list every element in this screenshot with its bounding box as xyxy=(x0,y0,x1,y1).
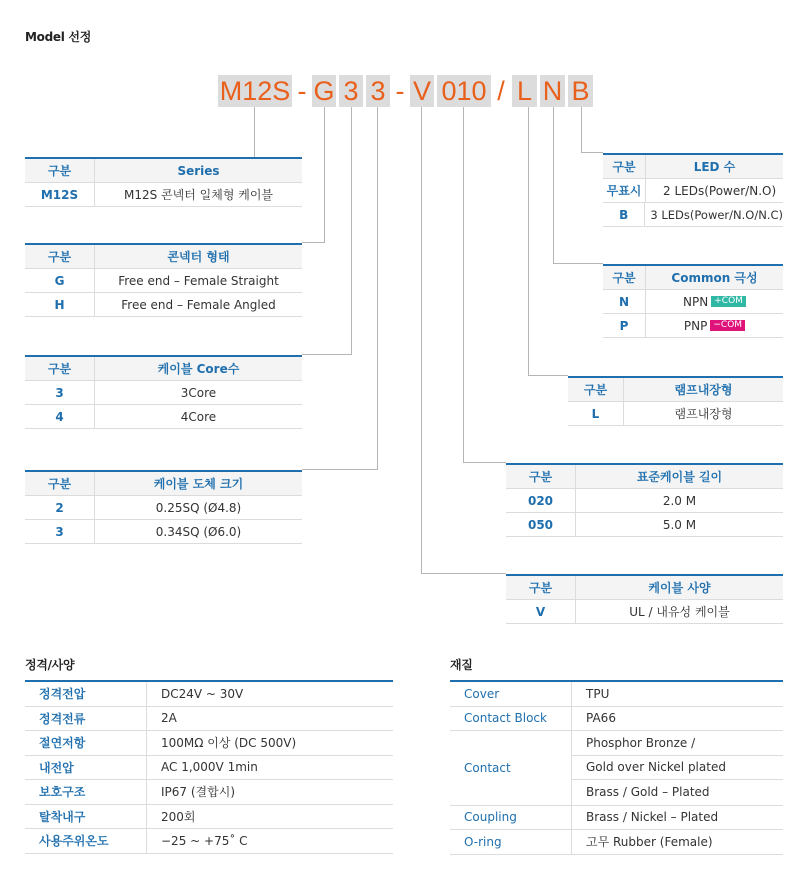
connector-line xyxy=(302,242,325,243)
spec-key: 절연저항 xyxy=(25,731,147,755)
code-cell: N xyxy=(603,290,646,313)
table-row xyxy=(568,402,783,426)
material-key: Cover xyxy=(450,682,572,706)
spec-key: 내전압 xyxy=(25,756,147,780)
header-cell: 구분 xyxy=(25,245,95,268)
connector-line xyxy=(302,469,378,470)
polarity-label: NPN xyxy=(683,294,709,309)
connector-line xyxy=(421,107,422,574)
spec-key: 정격전류 xyxy=(25,707,147,731)
table-row xyxy=(25,183,302,207)
code-dash: - xyxy=(297,76,307,106)
material-value: Gold over Nickel plated xyxy=(572,756,783,781)
table-header xyxy=(25,245,302,269)
value-cell: M12S 콘넥터 일체형 케이블 xyxy=(123,188,273,202)
value-cell: 0.25SQ (Ø4.8) xyxy=(155,500,242,515)
table-row xyxy=(25,496,302,520)
value-cell: 3Core xyxy=(180,385,217,400)
code-series: M12S xyxy=(219,76,291,106)
header-cell: 케이블 Core수 xyxy=(157,362,240,376)
code-connector: G xyxy=(313,76,335,106)
code-cell: 3 xyxy=(25,381,95,404)
material-heading: 재질 xyxy=(450,658,473,672)
connector-line xyxy=(421,573,506,574)
code-cell: V xyxy=(506,600,576,623)
material-value: PA66 xyxy=(586,711,616,726)
value-cell: 2.0 M xyxy=(662,493,697,508)
header-cell: 구분 xyxy=(603,266,646,289)
table-row xyxy=(450,707,783,732)
material-value: Brass / Nickel – Plated xyxy=(586,810,719,825)
material-key: Contact Block xyxy=(450,707,572,731)
header-cell: 구분 xyxy=(506,465,576,488)
spec-key: 탈착내구 xyxy=(25,805,147,829)
code-polarity: N xyxy=(540,75,565,107)
spec-value: −25 ~ +75˚ C xyxy=(161,833,248,848)
connector-line xyxy=(351,107,352,355)
header-cell: 구분 xyxy=(568,378,624,401)
material-key: Contact xyxy=(450,731,572,805)
common-polarity-table xyxy=(603,264,783,338)
table-row xyxy=(25,780,393,805)
connector-line xyxy=(463,462,506,463)
cable-spec-table xyxy=(506,574,783,624)
material-value: Brass / Gold – Plated xyxy=(586,785,710,800)
table-header xyxy=(603,266,783,290)
table-row xyxy=(25,731,393,756)
table-row xyxy=(25,520,302,544)
code-cell: 4 xyxy=(25,405,95,428)
connector-type-table xyxy=(25,243,302,317)
header-cell: 케이블 사양 xyxy=(648,581,711,595)
code-cell: 3 xyxy=(25,520,95,543)
material-value: TPU xyxy=(586,686,610,701)
code-cell: H xyxy=(25,293,95,316)
table-row xyxy=(506,489,783,513)
code-dash: - xyxy=(395,76,405,106)
header-cell: 구분 xyxy=(506,576,576,599)
table-row xyxy=(25,682,393,707)
value-cell: 3 LEDs(Power/N.O/N.C) xyxy=(650,207,783,222)
rating-table xyxy=(25,680,393,854)
table-row xyxy=(603,179,783,203)
value-cell: 램프내장형 xyxy=(674,407,733,421)
code-gauge: 3 xyxy=(366,75,390,107)
connector-line xyxy=(463,107,464,463)
table-row xyxy=(25,405,302,429)
material-value-group xyxy=(572,731,783,805)
code-cell: G xyxy=(25,269,95,292)
code-cell: 무표시 xyxy=(603,179,646,202)
cable-length-table xyxy=(506,463,783,537)
table-row xyxy=(25,269,302,293)
table-header xyxy=(568,378,783,402)
code-cell: L xyxy=(568,402,624,425)
header-cell: 구분 xyxy=(25,159,95,182)
header-cell: 케이블 도체 크기 xyxy=(153,477,244,491)
led-count-table xyxy=(603,153,783,227)
table-header xyxy=(506,465,783,489)
table-row xyxy=(506,600,783,624)
header-cell: Series xyxy=(177,163,220,178)
table-header xyxy=(506,576,783,600)
connector-line xyxy=(377,107,378,470)
spec-value: 200회 xyxy=(161,809,196,824)
plus-com-badge: +COM xyxy=(711,296,746,307)
lamp-table xyxy=(568,376,783,426)
code-led: B xyxy=(568,75,593,107)
connector-line xyxy=(553,263,603,264)
spec-key: 정격전압 xyxy=(25,682,147,706)
code-cell: 2 xyxy=(25,496,95,519)
header-cell: 콘넥터 형태 xyxy=(167,250,230,264)
table-row xyxy=(450,731,783,806)
material-table xyxy=(450,680,783,855)
value-cell: 5.0 M xyxy=(662,517,697,532)
table-row xyxy=(25,805,393,830)
code-core: 3 xyxy=(339,75,363,107)
spec-key: 보호구조 xyxy=(25,780,147,804)
header-cell: LED 수 xyxy=(693,160,736,174)
value-cell xyxy=(646,314,783,337)
model-heading: Model 선정 xyxy=(25,30,91,44)
table-row xyxy=(25,381,302,405)
header-cell: 구분 xyxy=(25,357,95,380)
spec-value: 2A xyxy=(161,711,177,726)
conductor-size-table xyxy=(25,470,302,544)
header-cell: 구분 xyxy=(25,472,95,495)
code-cell: B xyxy=(603,203,645,226)
table-row xyxy=(450,830,783,855)
table-row xyxy=(603,290,783,314)
polarity-label: PNP xyxy=(683,318,708,333)
value-cell: UL / 내유성 케이블 xyxy=(629,605,730,619)
table-row xyxy=(25,293,302,317)
code-cell: 050 xyxy=(506,513,576,536)
connector-line xyxy=(254,107,255,157)
value-cell: 0.34SQ (Ø6.0) xyxy=(155,524,242,539)
material-value: 고무 Rubber (Female) xyxy=(586,835,713,850)
table-header xyxy=(25,357,302,381)
table-header xyxy=(603,155,783,179)
rating-heading: 정격/사양 xyxy=(25,658,75,672)
spec-value: 100MΩ 이상 (DC 500V) xyxy=(161,736,297,751)
code-cell: 020 xyxy=(506,489,576,512)
code-length: 010 xyxy=(437,75,491,107)
table-row xyxy=(603,314,783,338)
table-row xyxy=(25,829,393,854)
minus-com-badge: −COM xyxy=(710,320,745,331)
connector-line xyxy=(581,107,582,153)
value-cell: 2 LEDs(Power/N.O) xyxy=(663,183,777,198)
table-header xyxy=(25,159,302,183)
spec-key: 사용주위온도 xyxy=(25,829,147,853)
code-cell: M12S xyxy=(25,183,95,206)
table-header xyxy=(25,472,302,496)
value-cell xyxy=(646,290,783,313)
header-cell: 구분 xyxy=(603,155,646,178)
value-cell: 4Core xyxy=(180,409,217,424)
material-key: O-ring xyxy=(450,830,572,854)
table-row xyxy=(25,707,393,732)
connector-line xyxy=(553,107,554,264)
material-value: Phosphor Bronze / xyxy=(572,731,783,756)
table-row xyxy=(506,513,783,537)
connector-line xyxy=(302,354,352,355)
code-lamp: L xyxy=(512,75,537,107)
spec-value: DC24V ~ 30V xyxy=(161,686,244,701)
connector-line xyxy=(581,152,603,153)
series-table xyxy=(25,157,302,207)
header-cell: Common 극성 xyxy=(671,271,758,285)
material-key: Coupling xyxy=(450,806,572,830)
table-row xyxy=(603,203,783,227)
code-slash: / xyxy=(497,76,505,106)
header-cell: 표준케이블 길이 xyxy=(636,470,723,484)
code-cable-spec: V xyxy=(410,75,434,107)
spec-value: IP67 (결합시) xyxy=(161,785,235,800)
table-row xyxy=(450,682,783,707)
connector-line xyxy=(324,107,325,243)
connector-line xyxy=(528,375,568,376)
table-row xyxy=(25,756,393,781)
header-cell: 램프내장형 xyxy=(674,383,733,397)
connector-line xyxy=(528,107,529,376)
value-cell: Free end – Female Straight xyxy=(118,273,279,288)
spec-value: AC 1,000V 1min xyxy=(161,760,258,775)
core-count-table xyxy=(25,355,302,429)
value-cell: Free end – Female Angled xyxy=(121,297,276,312)
table-row xyxy=(450,806,783,831)
code-cell: P xyxy=(603,314,646,337)
